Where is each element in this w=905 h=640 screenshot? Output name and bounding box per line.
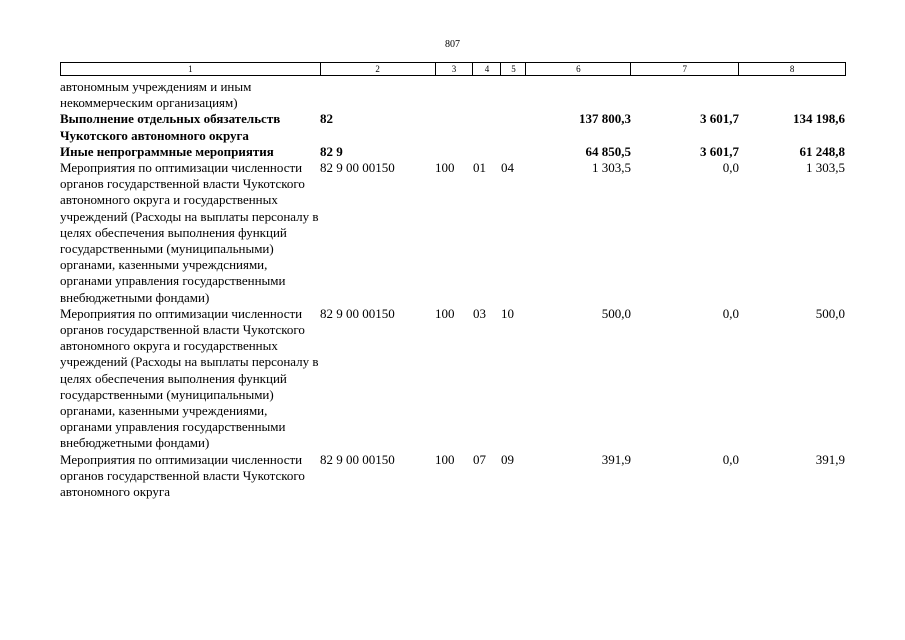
row-vr: 100	[435, 451, 455, 467]
row-pr: 04	[501, 160, 514, 176]
row-description: Мероприятия по оптимизации численности органов государственной власти Чукотского автономного округа	[60, 451, 305, 500]
row-value-8: 134 198,6	[793, 111, 845, 127]
row-value-8: 391,9	[815, 451, 845, 467]
row-value-6: 137 800,3	[579, 111, 631, 127]
row-vr	[435, 144, 473, 160]
page-number: 807	[445, 39, 460, 50]
table-body	[60, 79, 846, 500]
row-vr: 100	[435, 160, 455, 176]
row-value-6: 1 303,5	[592, 160, 631, 176]
row-value-6: 500,0	[601, 305, 631, 321]
row-rz	[473, 111, 501, 143]
header-col-7: 7	[631, 63, 739, 75]
row-rz	[473, 144, 501, 160]
row-code	[320, 79, 435, 111]
row-value-8: 61 248,8	[799, 143, 845, 159]
row-description: Выполнение отдельных обязательств Чукотского автономного округа	[60, 111, 281, 143]
table-row	[60, 452, 846, 501]
row-value-6	[526, 79, 631, 111]
row-vr	[435, 111, 473, 143]
row-rz: 01	[473, 160, 486, 176]
row-value-7: 3 601,7	[700, 111, 739, 127]
row-description: Иные непрограммные мероприятия	[60, 143, 274, 159]
table-row	[60, 79, 846, 111]
row-code: 82 9 00 00150	[320, 160, 395, 176]
row-vr	[435, 79, 473, 111]
row-code: 82	[320, 111, 333, 127]
header-col-1: 1	[61, 63, 321, 75]
row-rz: 03	[473, 305, 486, 321]
row-value-7: 3 601,7	[700, 143, 739, 159]
row-value-8	[739, 79, 845, 111]
row-rz: 07	[473, 451, 486, 467]
table-row	[60, 306, 846, 452]
row-value-7: 0,0	[722, 451, 739, 467]
row-pr: 09	[501, 451, 514, 467]
row-pr	[501, 79, 526, 111]
row-description: Мероприятия по оптимизации численности органов государственной власти Чукотского автономного округа и государственных учреждений (Расходы на выплаты персоналу в целях обеспечения выполнения функций государственными (муниципальными) органами, казенными учреждениями, органами управления государственными внебюджетными фондами)	[60, 305, 319, 451]
row-description: Мероприятия по оптимизации численности органов государственной власти Чукотского автономного округа и государственных учреждений (Расходы на выплаты персоналу в целях обеспечения выполнения функций государственными (муниципальными) органами, казенными учреждсниями, органами управления государственными внебюджетными фондами)	[60, 160, 319, 305]
header-col-6: 6	[526, 63, 631, 75]
header-col-5: 5	[501, 63, 526, 75]
row-value-6: 64 850,5	[585, 143, 631, 159]
header-col-2: 2	[321, 63, 436, 75]
table-header	[60, 62, 846, 76]
row-value-8: 500,0	[815, 305, 845, 321]
row-value-8: 1 303,5	[806, 160, 845, 176]
table-row	[60, 144, 846, 160]
table-row	[60, 160, 846, 306]
row-code: 82 9 00 00150	[320, 451, 395, 467]
table-row	[60, 111, 846, 143]
row-value-7: 0,0	[722, 160, 739, 176]
row-pr	[501, 111, 526, 143]
row-value-7	[631, 79, 739, 111]
row-rz	[473, 79, 501, 111]
header-col-8: 8	[789, 64, 795, 74]
row-value-7: 0,0	[722, 305, 739, 321]
header-col-4: 4	[473, 63, 501, 75]
row-pr	[501, 144, 526, 160]
row-description: автономным учреждениям и иным некоммерческим организациям)	[60, 79, 252, 111]
row-value-6: 391,9	[601, 451, 631, 467]
row-pr: 10	[501, 305, 514, 321]
header-col-3: 3	[436, 63, 474, 75]
row-code: 82 9	[320, 143, 343, 159]
row-vr: 100	[435, 305, 455, 321]
row-code: 82 9 00 00150	[320, 305, 395, 321]
